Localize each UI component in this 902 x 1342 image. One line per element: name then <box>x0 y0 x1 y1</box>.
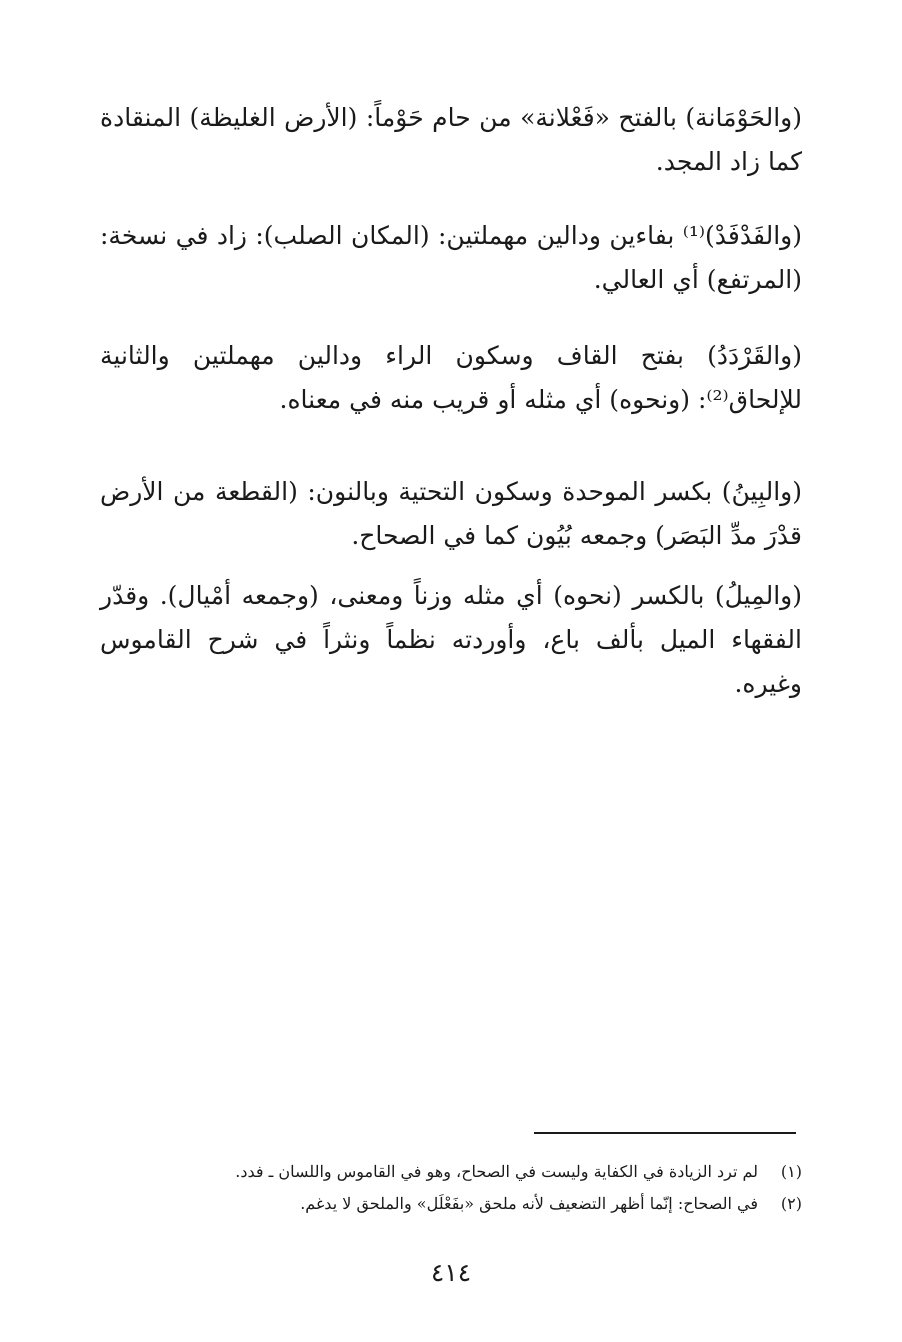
entry-bin: (والبِينُ) بكسر الموحدة وسكون التحتية وبالنون: (القطعة من الأرض قدْرَ مدِّ البَصَر) وجمعه بُيُون كما في الصحاح. <box>100 477 802 550</box>
footnote-text: لم ترد الزيادة في الكفاية وليست في الصحاح، وهو في القاموس واللسان ـ فدد. <box>235 1162 758 1181</box>
entry-qardad: (والقَرْدَدُ) بفتح القاف وسكون الراء ودالين مهملتين والثانية للإلحاق⁽²⁾: (ونحوه) أي مثله أو قريب منه في معناه. <box>100 341 802 414</box>
entry-hawmana: (والحَوْمَانة) بالفتح «فَعْلانة» من حام حَوْماً: (الأرض الغليظة) المنقادة كما زاد المجد. <box>100 103 802 176</box>
entry-fadfad: (والفَدْفَدْ)⁽¹⁾ بفاءين ودالين مهملتين: (المكان الصلب): زاد في نسخة: (المرتفع) أي العالي. <box>100 221 802 294</box>
footnote-1 <box>100 1156 802 1188</box>
footnote-number: (١) <box>780 1162 802 1181</box>
entry-mil: (والمِيلُ) بالكسر (نحوه) أي مثله وزناً ومعنى، (وجمعه أمْيال). وقدّر الفقهاء الميل بألف باع، وأوردته نظماً ونثراً في شرح القاموس وغيره. <box>100 581 803 698</box>
footnote-text: في الصحاح: إنّما أظهر التضعيف لأنه ملحق «بفَعْلَل» والملحق لا يدغم. <box>300 1194 758 1213</box>
page-number: ٤١٤ <box>430 1258 472 1287</box>
footnotes <box>100 1156 802 1220</box>
footnote-number: (٢) <box>780 1194 802 1213</box>
footnote-2 <box>100 1188 802 1220</box>
footnote-divider <box>534 1132 796 1134</box>
